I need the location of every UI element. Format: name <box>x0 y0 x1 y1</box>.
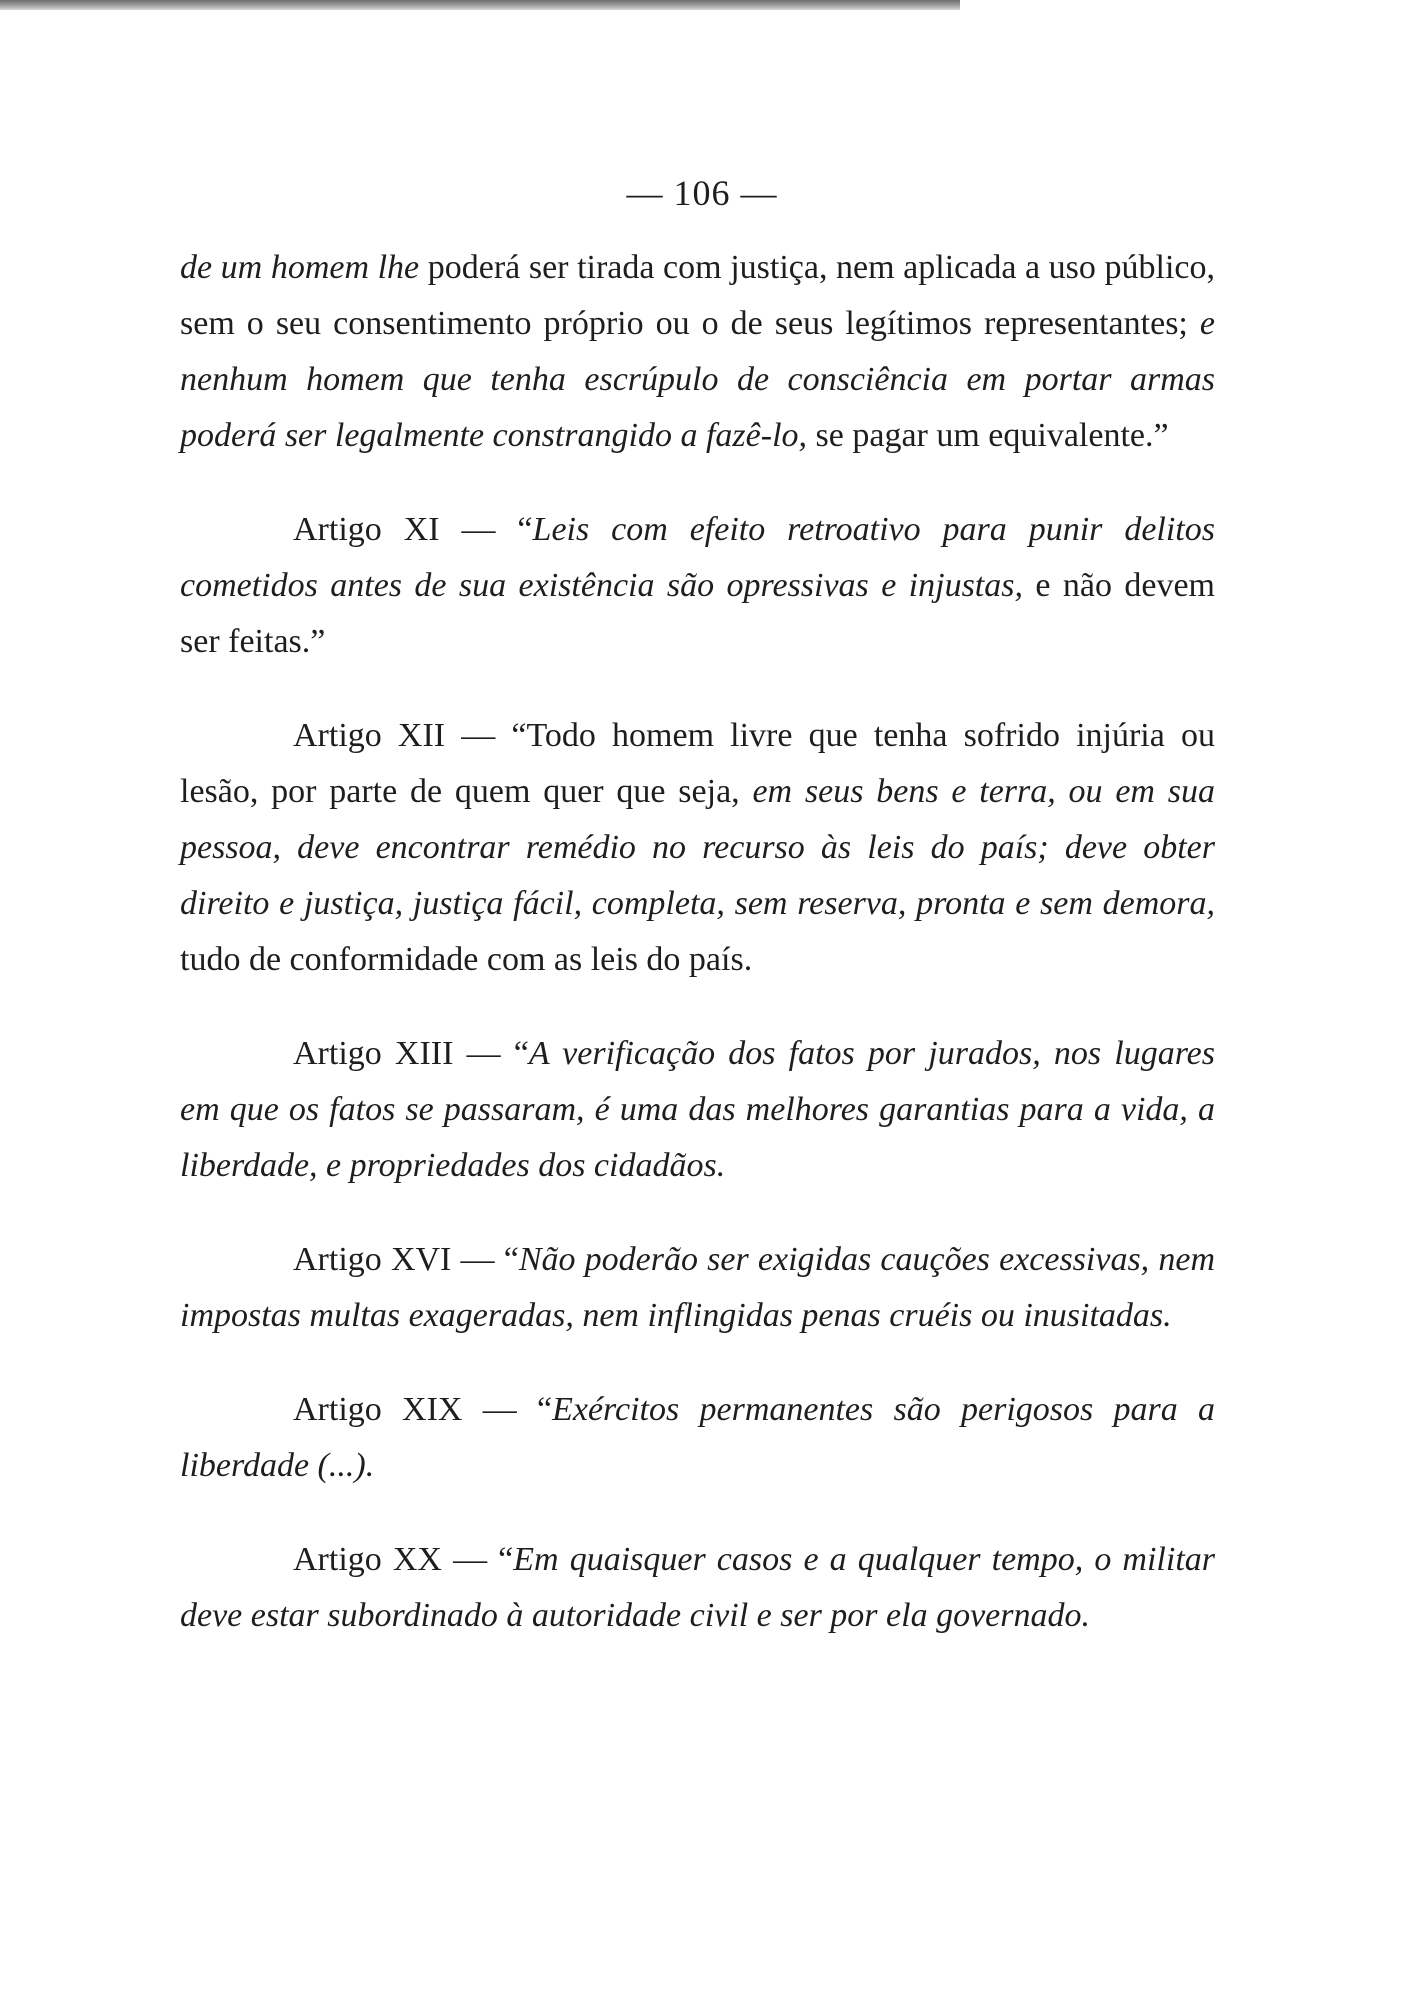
article-heading: Artigo XX — “ <box>293 1541 514 1578</box>
body-text <box>180 240 1215 1644</box>
text-segment: Leis com efeito retroativo para punir delitos cometidos antes de sua existência são opressivas e injustas, <box>180 511 1215 604</box>
article-heading: Artigo XII — “ <box>293 717 527 754</box>
article-heading: Artigo XI — “ <box>293 511 533 548</box>
text-segment: em seus bens e terra, ou em sua pessoa, deve encontrar remédio no recurso às leis do país; deve obter direito e justiça, justiça fácil, completa, sem reserva, pronta e sem demora, <box>180 773 1215 922</box>
article-heading: Artigo XVI — “ <box>293 1241 519 1278</box>
text-segment: e não devem ser feitas.” <box>180 567 1215 660</box>
text-segment: se pagar um equivalente.” <box>807 417 1169 454</box>
paragraph-artigo-xx <box>180 1532 1215 1644</box>
text-segment: Não poderão ser exigidas cauções excessivas, nem impostas multas exageradas, nem inflingidas penas cruéis ou inusitadas. <box>180 1241 1215 1334</box>
text-segment: poderá ser tirada com justiça, nem aplicada a uso público, sem o seu consentimento próprio ou o de seus legítimos representantes; <box>180 249 1215 342</box>
paragraph-artigo-xi <box>180 502 1215 670</box>
text-segment: e nenhum homem que tenha escrúpulo de consciência em portar armas poderá ser legalmente constrangido a fazê-lo, <box>180 305 1215 454</box>
article-heading: Artigo XIX — “ <box>293 1391 553 1428</box>
text-segment: A verificação dos fatos por jurados, nos lugares em que os fatos se passaram, é uma das melhores garantias para a vida, a liberdade, e propriedades dos cidadãos. <box>180 1035 1215 1184</box>
scan-edge-rule <box>0 0 960 10</box>
page-number: — 106 — <box>626 173 778 213</box>
paragraph-artigo-xvi <box>180 1232 1215 1344</box>
paragraph-artigo-xii <box>180 708 1215 988</box>
paragraph-artigo-xix <box>180 1382 1215 1494</box>
text-segment: Em quaisquer casos e a qualquer tempo, o militar deve estar subordinado à autoridade civil e ser por ela governado. <box>180 1541 1215 1634</box>
text-segment: Todo homem livre que tenha sofrido injúria ou lesão, por parte de quem quer que seja, <box>180 717 1215 810</box>
text-segment: Exércitos permanentes são perigosos para a liberdade (...). <box>180 1391 1215 1484</box>
text-segment: tudo de conformidade com as leis do país. <box>180 941 753 978</box>
paragraph-artigo-xiii <box>180 1026 1215 1194</box>
article-heading: Artigo XIII — “ <box>293 1035 529 1072</box>
text-segment: de um homem lhe <box>180 249 420 286</box>
paragraph-continuation <box>180 240 1215 464</box>
